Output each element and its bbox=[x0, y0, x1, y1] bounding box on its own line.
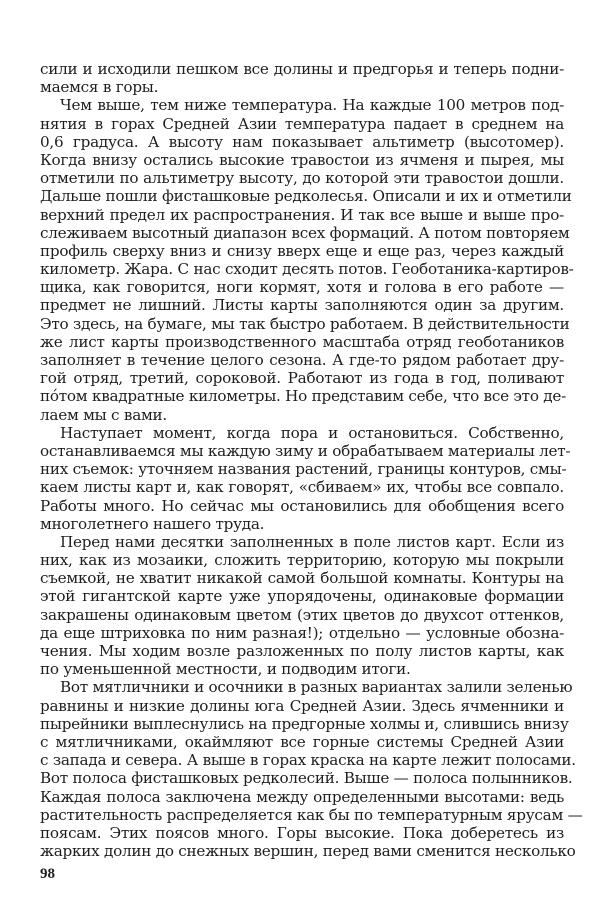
text-line: с мятличниками, окаймляют все горные системы Средней Азии bbox=[40, 732, 564, 751]
text-line: отметили по альтиметру высоту, до которой эти травостои дошли. bbox=[40, 169, 564, 188]
text-line: пóтом квадратные километры. Но представим себе, что все это де- bbox=[40, 387, 567, 406]
text-line: верхний предел их распространения. И так все выше и выше про- bbox=[40, 205, 564, 224]
text-line: Наступает момент, когда пора и остановиться. Собственно, bbox=[60, 423, 564, 442]
text-line: Перед нами десятки заполненных в поле листов карт. Если из bbox=[60, 532, 564, 551]
text-line: Это здесь, на бумаге, мы так быстро работаем. В действительности bbox=[40, 314, 570, 333]
text-line: да еще штриховка по ним разная!); отдельно — условные обозна- bbox=[40, 623, 564, 642]
paragraph bbox=[40, 96, 574, 424]
paragraph bbox=[40, 423, 571, 533]
text-line: маемся в горы. bbox=[40, 78, 159, 97]
text-line: слеживаем высотный диапазон всех формаций. А потом повторяем bbox=[40, 223, 570, 242]
text-line: нятия в горах Средней Азии температура падает в среднем на bbox=[40, 114, 564, 133]
text-line: Вот мятличники и осочники в разных вариантах залили зеленью bbox=[60, 678, 573, 697]
page-body-text bbox=[40, 60, 583, 861]
text-line: растительность распределяется как бы по температурным ярусам — bbox=[40, 805, 583, 824]
text-line: поясам. Этих поясов много. Горы высокие. Пока доберетесь из bbox=[40, 823, 564, 842]
text-line: Чем выше, тем ниже температура. На каждые 100 метров под- bbox=[60, 96, 564, 115]
text-line: жарких долин до снежных вершин, перед вами сменится несколько bbox=[40, 842, 576, 861]
page-number: 98 bbox=[40, 866, 55, 882]
text-line: каем листы карт и, как говорят, «сбиваем» их, чтобы все совпало. bbox=[40, 478, 564, 497]
text-line: километр. Жара. С нас сходит десять потов. Геоботаника-картиров- bbox=[40, 260, 574, 279]
text-line: сили и исходили пешком все долины и предгорья и теперь подни- bbox=[40, 60, 564, 78]
text-line: с запада и севера. А выше в горах краска на карте лежит полосами. bbox=[40, 751, 576, 770]
text-line: гой отряд, третий, сороковой. Работают из года в год, поливают bbox=[40, 369, 564, 388]
text-line: Работы много. Но сейчас мы остановились для обобщения всего bbox=[40, 496, 564, 515]
paragraph bbox=[40, 533, 564, 679]
text-line: 0,6 градуса. А высоту нам показывает альтиметр (высотомер). bbox=[40, 132, 564, 151]
text-line: многолетнего нашего труда. bbox=[40, 514, 265, 533]
text-line: закрашены одинаковым цветом (этих цветов до двухсот оттенков, bbox=[40, 605, 564, 624]
text-line: съемкой, не хватит никакой самой большой комнаты. Контуры на bbox=[40, 569, 564, 588]
text-line: Когда внизу остались высокие травостои из ячменя и пырея, мы bbox=[40, 150, 564, 169]
text-line: профиль сверху вниз и снизу вверх еще и еще раз, через каждый bbox=[40, 241, 564, 260]
paragraph bbox=[40, 678, 583, 861]
paragraph bbox=[40, 60, 564, 96]
text-line: них, как из мозаики, сложить территорию, которую мы покрыли bbox=[40, 551, 564, 570]
text-line: предмет не лишний. Листы карты заполняются один за другим. bbox=[40, 296, 564, 315]
text-line: заполняет в течение целого сезона. А где-то рядом работает дру- bbox=[40, 351, 564, 369]
text-line: чения. Мы ходим возле разложенных по полу листов карты, как bbox=[40, 642, 564, 660]
text-line: них съемок: уточняем названия растений, границы контуров, смы- bbox=[40, 460, 567, 479]
text-line: останавливаемся мы каждую зиму и обрабатываем материалы лет- bbox=[40, 441, 571, 460]
text-line: пырейники выплеснулись на предгорные холмы и, слившись внизу bbox=[40, 714, 569, 733]
text-line: щика, как говорится, ноги кормят, хотя и голова в его работе — bbox=[40, 278, 564, 297]
text-line: Дальше пошли фисташковые редколесья. Описали и их и отметили bbox=[40, 187, 572, 206]
text-line: же лист карты производственного масштаба отряд геоботаников bbox=[40, 332, 564, 351]
text-line: равнины и низкие долины юга Средней Азии. Здесь ячменники и bbox=[40, 696, 564, 715]
text-line: этой гигантской карте уже упорядочены, одинаковые формации bbox=[40, 587, 564, 606]
text-line: лаем мы с вами. bbox=[40, 405, 168, 424]
text-line: Каждая полоса заключена между определенными высотами: ведь bbox=[40, 787, 564, 806]
text-line: по уменьшенной местности, и подводим итоги. bbox=[40, 660, 411, 679]
text-line: Вот полоса фисташковых редколесий. Выше — полоса полынников. bbox=[40, 769, 573, 788]
